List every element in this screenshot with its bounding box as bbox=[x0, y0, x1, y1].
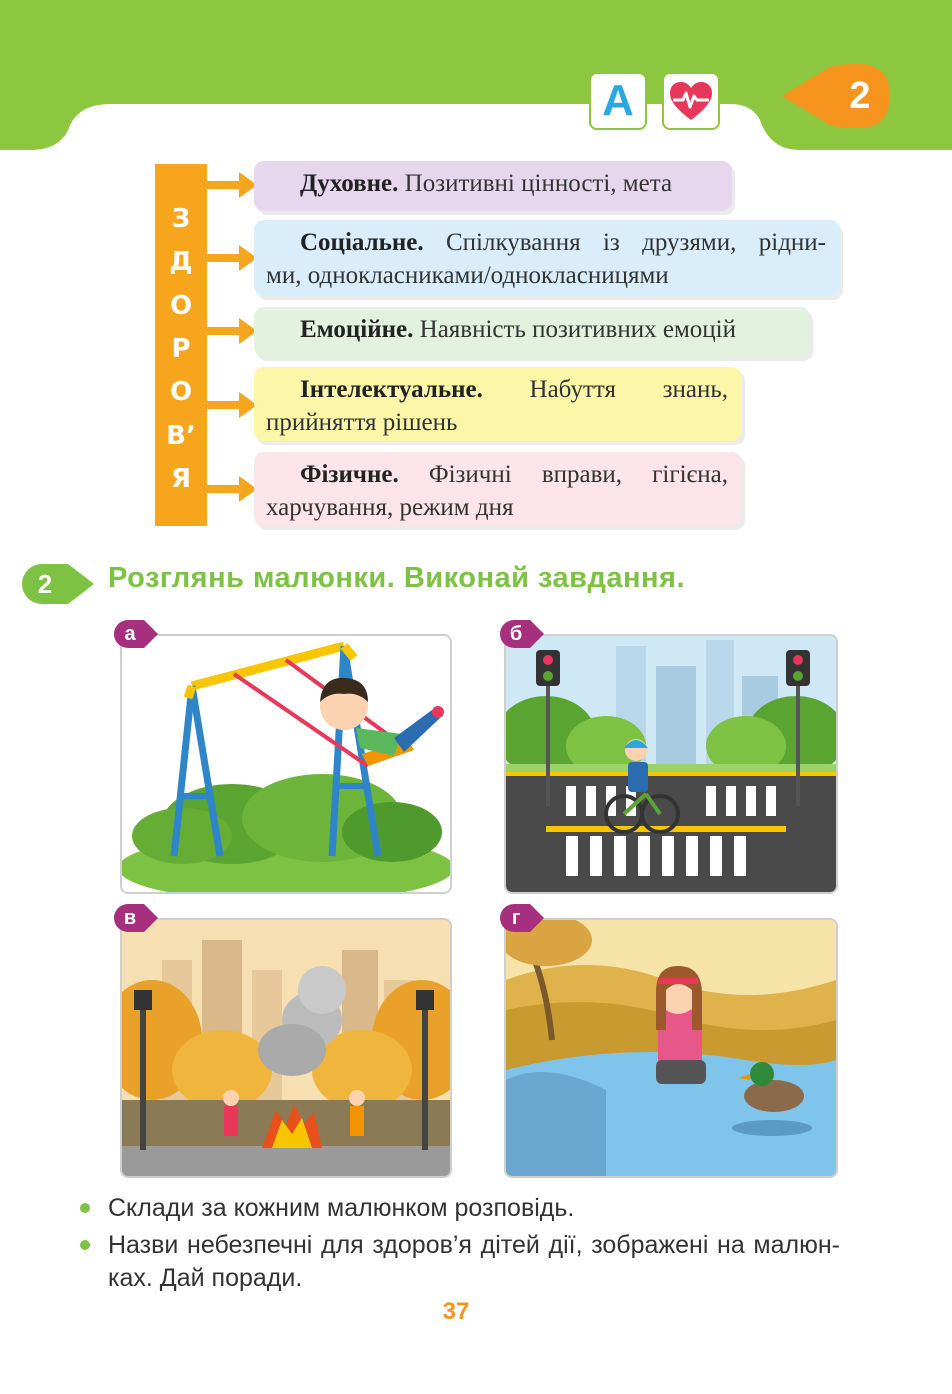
picture-label: б bbox=[509, 622, 523, 645]
picture-label: а bbox=[124, 622, 136, 645]
letter: Д bbox=[169, 247, 193, 278]
letter: Р bbox=[171, 333, 191, 364]
picture-crossing bbox=[504, 634, 838, 894]
instruction-text: Склади за кожним малюнком розповідь. bbox=[108, 1194, 575, 1222]
term: Інтелектуальне. bbox=[300, 376, 483, 403]
heart-pulse-icon bbox=[662, 72, 720, 130]
letter: В’ bbox=[166, 420, 196, 451]
description: Наявність позитивних емоцій bbox=[419, 316, 736, 343]
letter: О bbox=[169, 377, 193, 408]
arrow-right-icon bbox=[205, 170, 259, 200]
task-number: 2 bbox=[37, 568, 53, 599]
picture-label: г bbox=[511, 906, 521, 929]
term: Соціальне. bbox=[300, 229, 424, 256]
description: Позитивні цінності, мета bbox=[404, 170, 673, 197]
description: Набуття знань, bbox=[529, 376, 728, 403]
term: Духовне. bbox=[300, 170, 399, 197]
description-continued: харчування, режим дня bbox=[266, 494, 514, 521]
health-spiritual-box bbox=[254, 161, 732, 211]
health-emotional-box bbox=[254, 307, 810, 357]
task-instructions bbox=[80, 1192, 840, 1295]
bullet-icon bbox=[80, 1203, 90, 1213]
health-intellectual-box bbox=[254, 367, 742, 441]
health-vertical-word bbox=[155, 204, 207, 494]
picture-label: в bbox=[123, 906, 137, 929]
term: Фізичне. bbox=[300, 461, 399, 488]
instruction-text-continued: ках. Дай поради. bbox=[108, 1264, 303, 1292]
description: Фізичні вправи, гігієна, bbox=[428, 461, 728, 488]
description: Спілкування із друзями, рідни- bbox=[446, 229, 826, 256]
page-number: 37 bbox=[442, 1298, 470, 1325]
health-social-box bbox=[254, 220, 840, 296]
arrow-right-icon bbox=[205, 474, 259, 504]
bullet-icon bbox=[80, 1240, 90, 1250]
arrow-right-icon bbox=[205, 316, 259, 346]
health-physical-box bbox=[254, 452, 742, 526]
arrow-right-icon bbox=[205, 243, 259, 273]
picture-bonfire bbox=[120, 918, 452, 1178]
instruction-item bbox=[80, 1229, 840, 1295]
chapter-number: 2 bbox=[849, 74, 871, 117]
letter: О bbox=[169, 290, 193, 321]
term: Емоційне. bbox=[300, 316, 414, 343]
instruction-item bbox=[80, 1192, 840, 1225]
arrow-right-icon bbox=[205, 390, 259, 420]
picture-pond bbox=[504, 918, 838, 1178]
instruction-text: Назви небезпечні для здоров’я дітей дії, зображені на малюн- bbox=[108, 1231, 840, 1259]
picture-swing bbox=[120, 634, 452, 894]
a-badge: A bbox=[589, 72, 647, 130]
letter: З bbox=[171, 204, 191, 234]
letter: Я bbox=[170, 463, 192, 494]
description-continued: ми, однокласниками/однокласницями bbox=[266, 262, 669, 289]
task-title: Розглянь малюнки. Виконай завдання. bbox=[108, 562, 686, 594]
description-continued: прийняття рішень bbox=[266, 409, 458, 436]
